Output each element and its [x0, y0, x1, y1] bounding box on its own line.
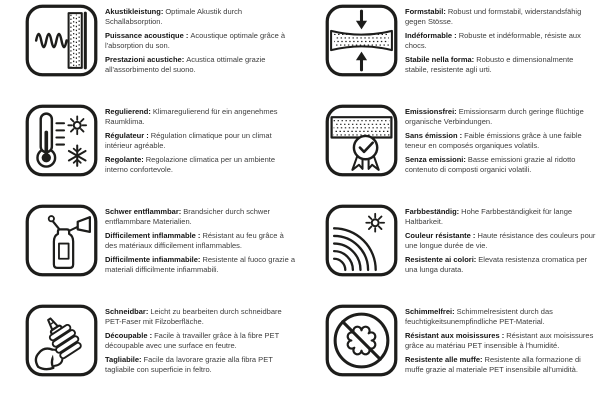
feature-color-fastness: [300, 200, 600, 300]
feature-flame-retardant: [0, 200, 300, 300]
shape-stability-icon: [325, 4, 398, 77]
icon-box: [325, 204, 398, 277]
feature-texts: [398, 4, 596, 100]
feature-text-de: Farbbeständig: Hohe Farbbeständigkeit für lange Haltbarkeit.: [405, 207, 573, 226]
feature-text-it: Tagliabile: Facile da lavorare grazie alla fibra PET tagliabile con superficie in feltro.: [105, 355, 273, 374]
icon-box: [25, 204, 98, 277]
feature-texts: [98, 4, 296, 100]
icon-box: [25, 4, 98, 77]
feature-cuttable: [0, 300, 300, 400]
feature-text-fr: Sans émission : Faible émissions grâce à une faible teneur en composés organiques volatils.: [405, 131, 582, 150]
feature-text-it: Stabile nella forma: Robusto e dimensionalmente stabile, resistente agli urti.: [405, 55, 574, 74]
climate-regulation-icon: [25, 104, 98, 177]
feature-text-it: Senza emissioni: Basse emissioni grazie al ridotto contenuto di composti organici volatili.: [405, 155, 576, 174]
feature-text-de: Formstabil: Robust und formstabil, widerstandsfähig gegen Stösse.: [405, 7, 582, 26]
fire-extinguisher-icon: [25, 204, 98, 277]
sound-absorption-icon: [25, 4, 98, 77]
icon-box: [325, 4, 398, 77]
feature-text-fr: Puissance acoustique : Acoustique optimale grâce à l'absorption du son.: [105, 31, 286, 50]
feature-texts: [398, 304, 596, 400]
feature-text-de: Schimmelfrei: Schimmelresistent durch das feuchtigkeitsunempfindliche PET-Material.: [405, 307, 553, 326]
feature-text-it: Resistente ai colori: Elevata resistenza cromatica per una lunga durata.: [405, 255, 588, 274]
feature-low-emission: [300, 100, 600, 200]
feature-text-fr: Difficilement inflammable : Résistant au feu grâce à des matériaux difficilement inflammables.: [105, 231, 284, 250]
feature-text-de: Regulierend: Klimaregulierend für ein angenehmes Raumklima.: [105, 107, 278, 126]
mold-resistant-icon: [325, 304, 398, 377]
feature-text-fr: Couleur résistante : Haute résistance des couleurs pour une longue durée de vie.: [405, 231, 596, 250]
feature-text-de: Emissionsfrei: Emissionsarm durch geringe flüchtige organische Verbindungen.: [405, 107, 584, 126]
feature-text-de: Schwer entflammbar: Brandsicher durch schwer entflammbare Materialien.: [105, 207, 270, 226]
feature-texts: [98, 304, 296, 400]
feature-text-it: Difficilmente infiammabile: Resistente al fuoco grazie a materiali difficilmente infiammabili.: [105, 255, 295, 274]
feature-texts: [398, 104, 596, 200]
icon-box: [325, 304, 398, 377]
feature-text-it: Prestazioni acustiche: Acustica ottimale grazie all'assorbimento del suono.: [105, 55, 266, 74]
feature-texts: [98, 104, 296, 200]
feature-texts: [398, 204, 596, 300]
color-fastness-icon: [325, 204, 398, 277]
feature-texts: [98, 204, 296, 300]
feature-text-fr: Régulateur : Régulation climatique pour un climat intérieur agréable.: [105, 131, 272, 150]
feature-text-fr: Résistant aux moisissures : Résistant aux moisissures grâce au matériau PET insensible à l'humidité.: [405, 331, 594, 350]
icon-box: [325, 104, 398, 177]
feature-acoustic-performance: [0, 0, 300, 100]
feature-text-fr: Découpable : Facile à travailler grâce à la fibre PET découpable avec une surface en feutre.: [105, 331, 280, 350]
feature-text-de: Akustikleistung: Optimale Akustik durch Schallabsorption.: [105, 7, 243, 26]
cuttable-icon: [25, 304, 98, 377]
icon-box: [25, 104, 98, 177]
feature-text-it: Resistente alle muffe: Resistente alla formazione di muffe grazie al materiale PET insensibile all'umidità.: [405, 355, 581, 374]
feature-text-it: Regolante: Regolazione climatica per un ambiente interno confortevole.: [105, 155, 276, 174]
feature-text-fr: Indéformable : Robuste et indéformable, résiste aux chocs.: [405, 31, 581, 50]
feature-climate-regulation: [0, 100, 300, 200]
feature-shape-stability: [300, 0, 600, 100]
feature-mold-resistant: [300, 300, 600, 400]
feature-text-de: Schneidbar: Leicht zu bearbeiten durch schneidbare PET-Faser mit Filzoberfläche.: [105, 307, 282, 326]
low-emission-icon: [325, 104, 398, 177]
icon-box: [25, 304, 98, 377]
